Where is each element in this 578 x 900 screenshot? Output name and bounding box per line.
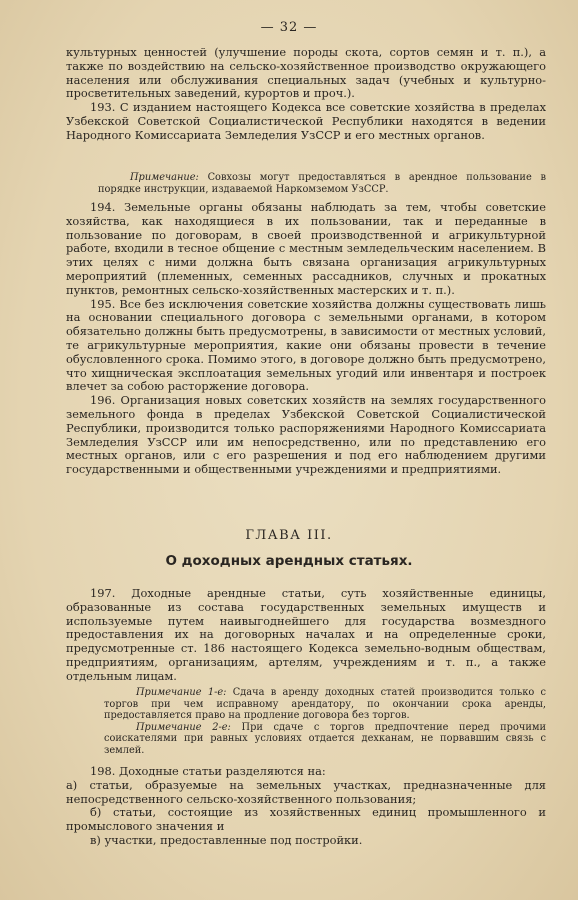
page-number: — 32 —: [260, 20, 318, 35]
section-title: О доходных арендных статьях.: [165, 553, 413, 569]
paragraph-continuation: культурных ценностей (улучшение породы скота, сортов семян и т. п.), а также по воздействию на сельско-хозяйственное производство окружающего населения или обслуживания специальных задач (учебных и культурно-просветительных заведений, курортов и проч.).: [66, 45, 546, 101]
text-block-197: [66, 587, 546, 684]
article-196: 196. Организация новых советских хозяйств на землях государственного земельного фонда в пределах Узбекской Советской Социалистической Республики, производится только распоряжениями Народного Комиссариата Земледелия УзССР или им непосредственно, или по представлению его местных органов, или с его разрешения и под его наблюдением другими государственными и общественными учреждениями и предприятиями.: [66, 393, 546, 477]
text-block-top: [66, 46, 546, 143]
chapter-heading: ГЛАВА III.: [245, 528, 333, 543]
article-197: 197. Доходные арендные статьи, суть хозяйственные единицы, образованные из состава государственных земельных имуществ и используемые путем наивыгоднейшего для государства возмездного предоставления их на договорных началах и на определенные сроки, предусмотренные ст. 186 настоящего Кодекса земельно-водным обществам, предприятиям, организациям, артелям, учреждениям и т. п., а также отдельным лицам.: [66, 586, 546, 683]
article-194: 194. Земельные органы обязаны наблюдать за тем, чтобы советские хозяйства, как находящиеся в их пользовании, так и переданные в пользование по договорам, в своей производственной и агрикультурной работе, входили в тесное общение с местным земледельческим населением. В этих целях с ними должна быть связана организация агрикультурных мероприятий (племенных, семенных рассадников, случных и прокатных пунктов, ремонтных сельско-хозяйственных мастерских и т. п.).: [66, 200, 546, 297]
note-193: [98, 172, 546, 195]
note-1-text: Сдача в аренду доходных статей производится только с торгов при чем исправному арендатору, по окончании срока аренды, предоставляется право на продление договора без торгов.: [104, 687, 547, 722]
note-2-label: Примечание 2-е:: [136, 721, 231, 733]
article-193: 193. С изданием настоящего Кодекса все советские хозяйства в пределах Узбекской Советской Социалистической Республики находятся в ведении Народного Комиссариата Земледелия УзССР и его местных органов.: [66, 100, 546, 142]
article-198-item-a: а) статьи, образуемые на земельных участках, предназначенные для непосредственного сельско-хозяйственного пользования;: [66, 777, 546, 806]
article-198-item-b: б) статьи, состоящие из хозяйственных единиц промышленного и промыслового значения и: [66, 805, 546, 834]
article-195: 195. Все без исключения советские хозяйства должны существовать лишь на основании специального договора с земельными органами, в котором обязательно должны быть предусмотрены, в зависимости от местных условий, те агрикультурные мероприятия, какие они обязаны провести в течение обусловленного срока. Помимо этого, в договоре должно быть предусмотрено, что хищническая эксплоатация земельных угодий или инвентаря и построек влечет за собою расторжение договора.: [66, 296, 546, 394]
note-label: Примечание:: [130, 172, 199, 183]
note-2-text: При сдаче с торгов предпочтение перед прочими соискателями при равных условиях отдается дехканам, не порвавшим связь с землей.: [104, 721, 547, 756]
text-block-198: [66, 765, 546, 848]
article-198-item-c: в) участки, предоставленные под постройки.: [90, 832, 363, 847]
notes-197: [104, 687, 546, 757]
note-text: Совхозы могут предоставляться в арендное пользование в порядке инструкции, издаваемой Наркомземом УзССР.: [98, 172, 546, 195]
note-1-label: Примечание 1-е:: [136, 687, 227, 698]
article-198: 198. Доходные статьи разделяются на:: [90, 764, 326, 778]
text-block-middle: [66, 201, 546, 477]
